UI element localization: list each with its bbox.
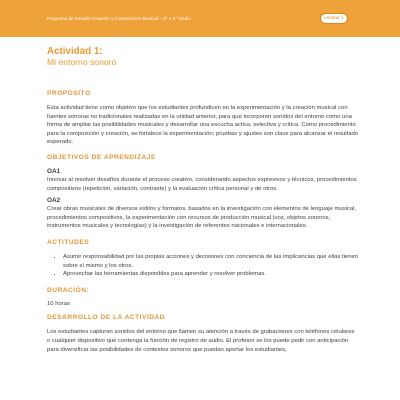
duracion-heading: DURACIÓN: xyxy=(47,286,90,294)
proposito-heading: PROPÓSITO xyxy=(47,90,91,97)
actitud-item: • Asumir responsabilidad por las propias acciones y decisiones con conciencia de las implicancias que ellas tienen sobre sí mismo y los otros. xyxy=(63,253,359,270)
actitudes-list xyxy=(47,253,359,279)
activity-title: Actividad 1: xyxy=(47,46,103,57)
desarrollo-heading: DESARROLLO DE LA ACTIVIDAD xyxy=(47,314,166,322)
oa2-text: Crear obras musicales de diversos estilos y formatos, basados en la investigación con elementos de lenguaje musical, procedimientos compositivos, la experimentación con recursos de producción musical (voz, objetos sonoros, instrumentos musicales y tecnologías) y la investigación de referentes nacionales e internacionales. xyxy=(47,206,357,230)
actitudes-heading: ACTITUDES xyxy=(47,238,90,246)
objetivos-heading: OBJETIVOS DE APRENDIZAJE xyxy=(47,153,156,161)
desarrollo-text: Los estudiantes capturan sonidos del entorno que llamen su atención a través de grabaciones con teléfonos celulares o cualquier dispositivo que contenga la función de registro de audio. El profesor se los puede pedir con anticipación para diversificar las posibilidades de contextos sonoros que puedan aportar los estudiantes, xyxy=(47,329,355,353)
activity-subtitle: Mi entorno sonoro xyxy=(47,57,117,67)
document-body xyxy=(47,44,359,354)
program-title: Programa de Estudio Creación y Composición Musical – 3° o 4° medio xyxy=(47,16,191,21)
page-header xyxy=(0,0,400,37)
oa1-code: OA1 xyxy=(47,167,61,175)
proposito-text: Esta actividad tiene como objetivo que los estudiantes profundicen en la experimentación y la creación musical con fuentes sonoras no tradicionales realizadas en la unidad anterior, para que incorporen sonidos del entorno como una forma de ampliar las posibilidades musicales y desarrollar una escucha activa, selectiva y crítica. Como procedimiento para la composición y creación, se fortalece la experimentación; pruebas y ajustes son clave para alcanzar el resultado esperado. xyxy=(47,105,359,146)
duracion-value: 10 horas xyxy=(47,300,70,307)
oa1-text: Innovar al resolver desafíos durante el proceso creativo, considerando aspectos expresivos y técnicos, procedimientos compositivos (repetición, variación, contraste) y la evaluación crítica personal y de otros. xyxy=(47,176,357,192)
actitud-item: • Aprovechar las herramientas disponibles para aprender y resolver problemas. xyxy=(63,270,359,279)
unit-badge: Unidad 1 xyxy=(320,13,348,24)
oa2-code: OA2 xyxy=(47,197,61,205)
